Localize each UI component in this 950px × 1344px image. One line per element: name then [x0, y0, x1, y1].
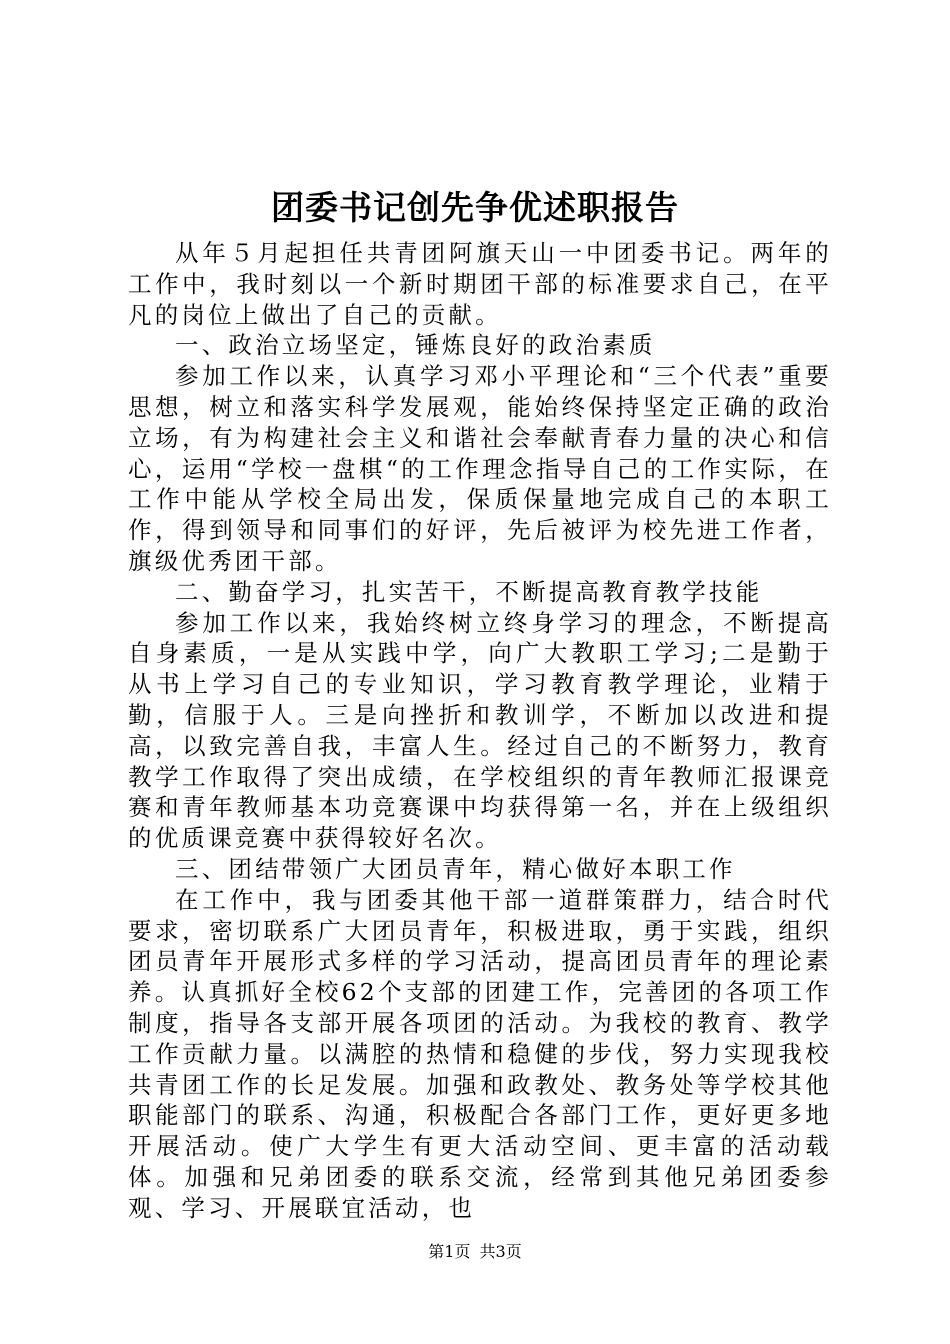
- document-body: [128, 238, 832, 1224]
- page-total: 共3页: [479, 1242, 522, 1261]
- paragraph-section-1: 参加工作以来，认真学习邓小平理论和“三个代表”重要思想，树立和落实科学发展观，能始终保持坚定正确的政治立场，有为构建社会主义和谐社会奉献青春力量的决心和信心，运用“学校一盘棋“的工作理念指导自己的工作实际，在工作中能从学校全局出发，保质保量地完成自己的本职工作，得到领导和同事们的好评，先后被评为校先进工作者，旗级优秀团干部。: [128, 362, 832, 575]
- document-title: 团委书记创先争优述职报告: [271, 188, 679, 227]
- paragraph-intro: 从年５月起担任共青团阿旗天山一中团委书记。两年的工作中，我时刻以一个新时期团干部的标准要求自己，在平凡的岗位上做出了自己的贡献。: [128, 239, 832, 329]
- section-heading-2: 二、勤奋学习，扎实苦干，不断提高教育教学技能: [175, 577, 763, 606]
- section-heading-1: 一、政治立场坚定，锤炼良好的政治素质: [175, 331, 656, 360]
- paragraph-section-3: 在工作中，我与团委其他干部一道群策群力，结合时代要求，密切联系广大团员青年，积极进取，勇于实践，组织团员青年开展形式多样的学习活动，提高团员青年的理论素养。认真抓好全校62个支部的团建工作，完善团的各项工作制度，指导各支部开展各项团的活动。为我校的教育、教学工作贡献力量。以满腔的热情和稳健的步伐，努力实现我校共青团工作的长足发展。加强和政教处、教务处等学校其他职能部门的联系、沟通，积极配合各部门工作，更好更多地开展活动。使广大学生有更大活动空间、更丰富的活动载体。加强和兄弟团委的联系交流，经常到其他兄弟团委参观、学习、开展联宜活动，也: [128, 885, 832, 1222]
- paragraph-section-2: 参加工作以来，我始终树立终身学习的理念，不断提高自身素质，一是从实践中学，向广大教职工学习;二是勤于从书上学习自己的专业知识，学习教育教学理论，业精于勤，信服于人。三是向挫折和教训学，不断加以改进和提高，以致完善自我，丰富人生。经过自己的不断努力，教育教学工作取得了突出成绩，在学校组织的青年教师汇报课竞赛和青年教师基本功竞赛课中均获得第一名，并在上级组织的优质课竞赛中获得较好名次。: [128, 608, 832, 853]
- page-number: 第1页: [428, 1242, 471, 1261]
- section-heading-3: 三、团结带领广大团员青年，精心做好本职工作: [175, 854, 736, 883]
- page-footer: [0, 1242, 950, 1262]
